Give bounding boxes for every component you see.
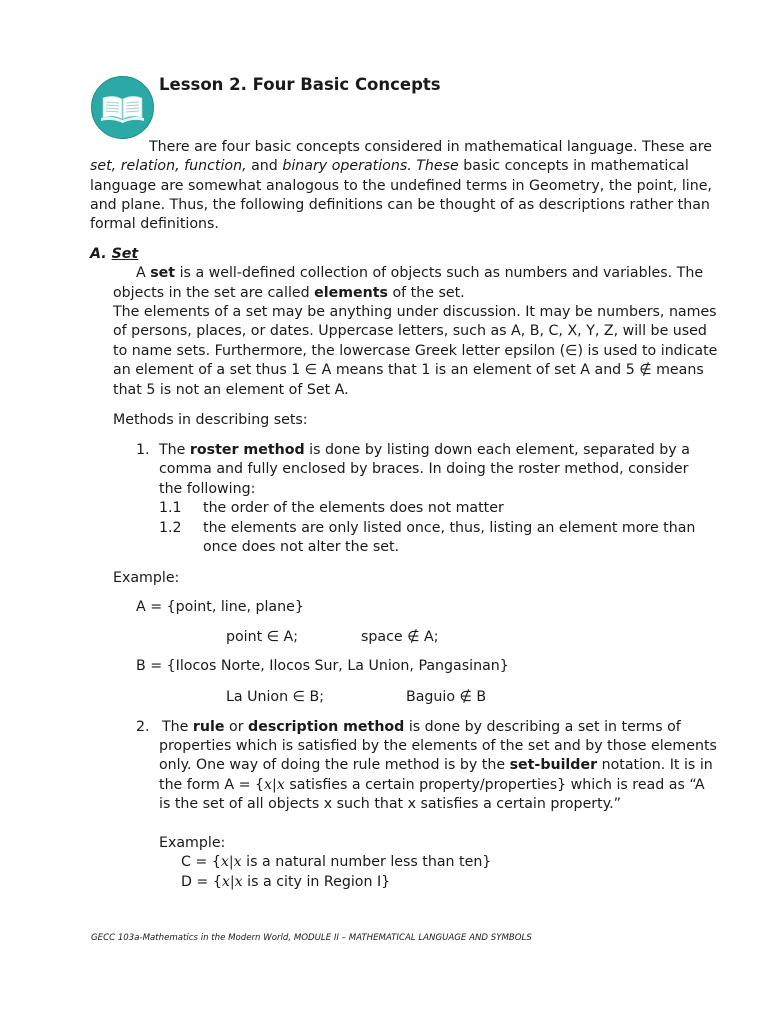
- method-2-line-1: The rule or description method is done by describing a set in terms of: [162, 719, 681, 735]
- method-1-line-1: The roster method is done by listing down each element, separated by a: [159, 442, 690, 458]
- example-a-in: point ∈ A;: [226, 629, 299, 645]
- method-1-number: 1.: [136, 442, 150, 458]
- intro-line-1: There are four basic concepts considered in mathematical language. These are: [149, 139, 712, 155]
- set-definition-line-1: A set is a well-defined collection of objects such as numbers and variables. The: [136, 265, 704, 281]
- method-2-line-4: the form A = {x|x satisfies a certain property/properties} which is read as “A: [159, 777, 705, 793]
- example-b-notin: Baguio ∉ B: [406, 689, 487, 705]
- book-icon: [91, 76, 154, 139]
- intro-line-5: formal definitions.: [90, 216, 219, 232]
- method-1-line-3: the following:: [159, 481, 256, 497]
- method-2-line-5: is the set of all objects x such that x satisfies a certain property.”: [159, 796, 621, 812]
- elements-paragraph-line-4: an element of a set thus 1 ∈ A means that 1 is an element of set A and 5 ∉ means: [113, 362, 704, 378]
- example-set-d: D = {x|x is a city in Region I}: [181, 874, 391, 890]
- example-2-label: Example:: [159, 835, 226, 851]
- sub-item-1-2-number: 1.2: [159, 520, 182, 536]
- sub-item-1-1-number: 1.1: [159, 500, 182, 516]
- set-definition-line-2: objects in the set are called elements of the set.: [113, 285, 465, 301]
- example-a-notin: space ∉ A;: [361, 629, 439, 645]
- intro-line-4: and plane. Thus, the following definitions can be thought of as descriptions rather than: [90, 197, 710, 213]
- method-2-line-3: only. One way of doing the rule method is by the set-builder notation. It is in: [159, 757, 713, 773]
- example-1-label: Example:: [113, 570, 180, 586]
- method-2-line-2: properties which is satisfied by the elements of the set and by those elements: [159, 738, 717, 754]
- elements-paragraph-line-3: to name sets. Furthermore, the lowercase Greek letter epsilon (∈) is used to indicate: [113, 343, 718, 359]
- methods-heading: Methods in describing sets:: [113, 412, 308, 428]
- intro-line-2: set, relation, function, and binary operations. These basic concepts in mathematical: [90, 158, 689, 174]
- elements-paragraph-line-5: that 5 is not an element of Set A.: [113, 382, 349, 398]
- lesson-title: Lesson 2. Four Basic Concepts: [159, 75, 441, 94]
- page-footer: GECC 103a-Mathematics in the Modern World, MODULE II – MATHEMATICAL LANGUAGE AND SYMBOLS: [91, 933, 532, 943]
- example-set-c: C = {x|x is a natural number less than ten}: [181, 854, 492, 870]
- example-b-in: La Union ∈ B;: [226, 689, 324, 705]
- example-set-a: A = {point, line, plane}: [136, 599, 304, 615]
- elements-paragraph-line-2: of persons, places, or dates. Uppercase letters, such as A, B, C, X, Y, Z, will be used: [113, 323, 707, 339]
- method-1-line-2: comma and fully enclosed by braces. In doing the roster method, consider: [159, 461, 689, 477]
- intro-line-3: language are somewhat analogous to the undefined terms in Geometry, the point, line,: [90, 178, 712, 194]
- example-set-b: B = {Ilocos Norte, Ilocos Sur, La Union, Pangasinan}: [136, 658, 509, 674]
- elements-paragraph-line-1: The elements of a set may be anything under discussion. It may be numbers, names: [113, 304, 717, 320]
- sub-item-1-2-text-line-1: the elements are only listed once, thus, listing an element more than: [203, 520, 696, 536]
- section-a-heading: A. Set: [90, 246, 139, 262]
- sub-item-1-2-text-line-2: once does not alter the set.: [203, 539, 400, 555]
- method-2-number: 2.: [136, 719, 150, 735]
- sub-item-1-1-text: the order of the elements does not matter: [203, 500, 504, 516]
